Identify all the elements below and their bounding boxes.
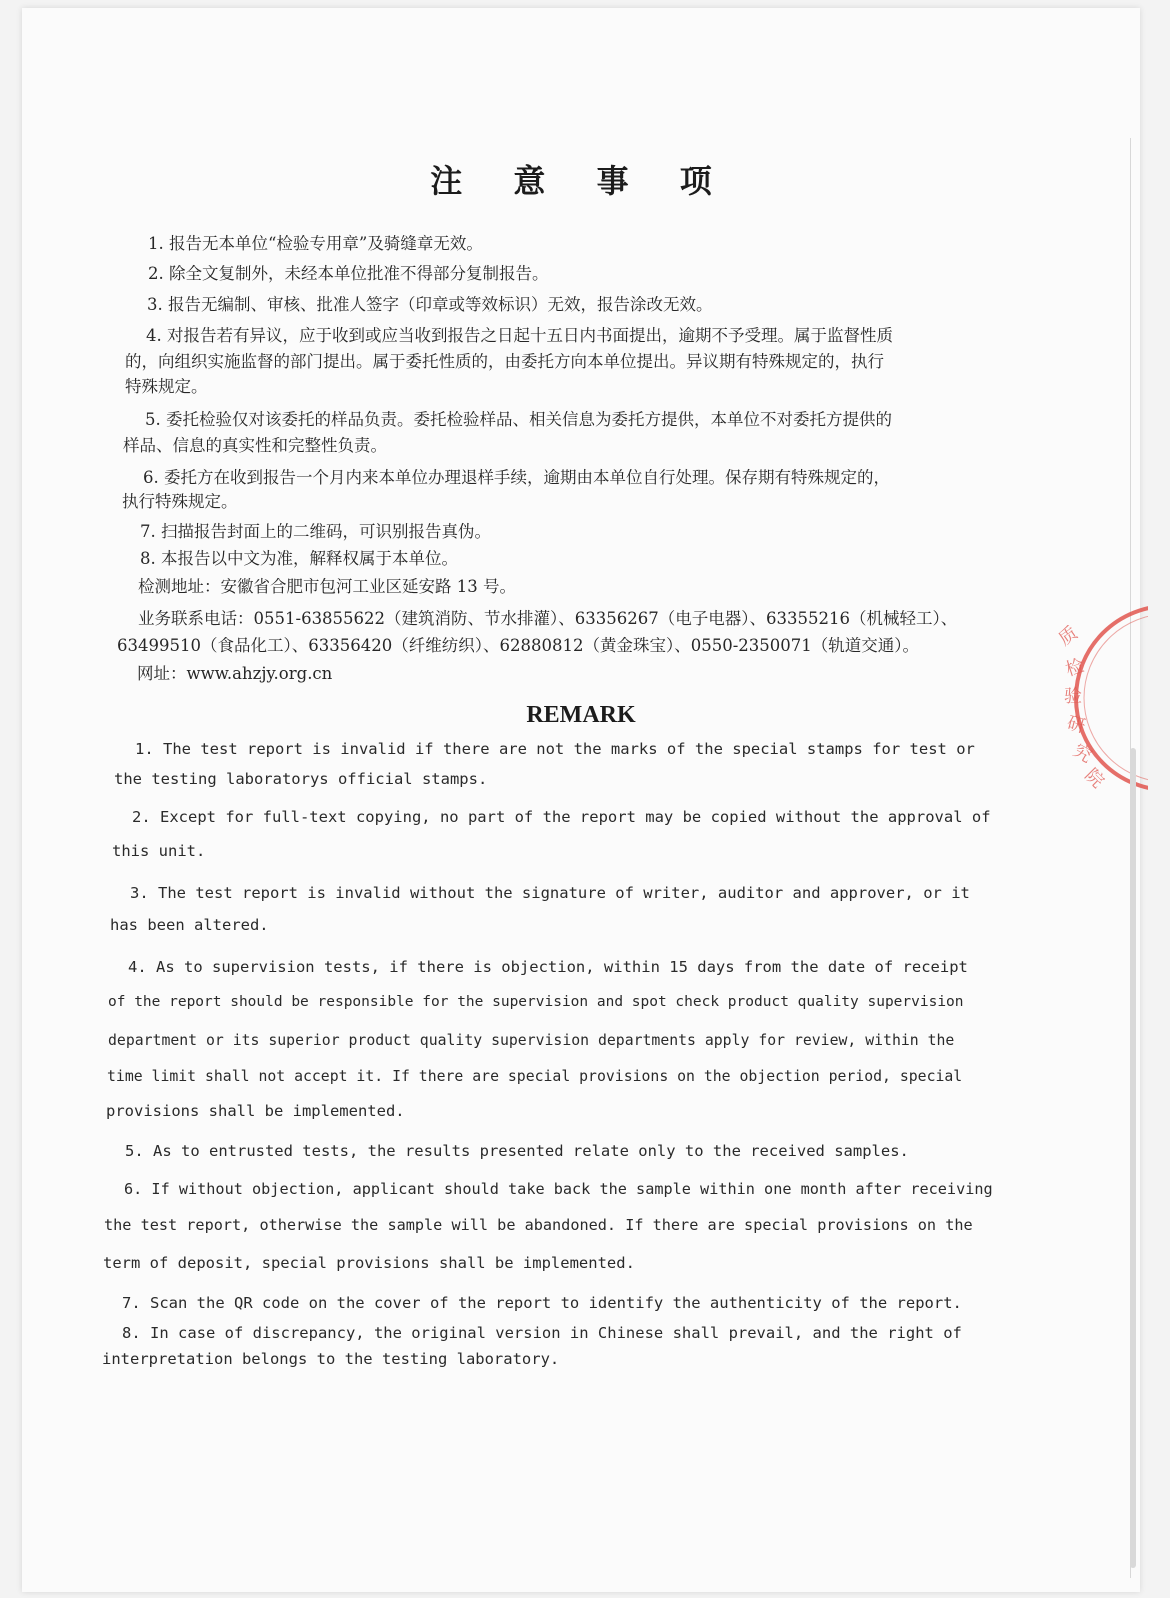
- notice-line: 3. 报告无编制、审核、批准人签字（印章或等效标识）无效，报告涂改无效。: [147, 295, 713, 314]
- remark-line: 4. As to supervision tests, if there is objection, within 15 days from the date of receipt: [128, 958, 968, 976]
- notice-line: 7. 扫描报告封面上的二维码，可识别报告真伪。: [140, 522, 491, 541]
- remark-line: interpretation belongs to the testing laboratory.: [102, 1350, 560, 1368]
- notice-line: 4. 对报告若有异议，应于收到或应当收到报告之日起十五日内书面提出，逾期不予受理。属于监督性质: [146, 326, 893, 345]
- notice-phone: 业务联系电话：0551-63855622（建筑消防、节水排灌）、63356267（电子电器）、63355216（机械轻工）、: [138, 609, 958, 628]
- remark-line: this unit.: [112, 842, 206, 860]
- document-page: [22, 8, 1140, 1592]
- page-stack-edge: [1130, 748, 1136, 1568]
- remark-title: REMARK: [526, 702, 636, 728]
- notice-line: 2. 除全文复制外，未经本单位批准不得部分复制报告。: [148, 264, 549, 283]
- remark-line: 5. As to entrusted tests, the results presented relate only to the received samples.: [125, 1142, 909, 1160]
- svg-text:院: 院: [1080, 764, 1109, 793]
- svg-text:检: 检: [1063, 655, 1087, 681]
- remark-line: department or its superior product quality supervision departments apply for review, within the: [108, 1032, 955, 1049]
- remark-line: the test report, otherwise the sample will be abandoned. If there are special provisions on the: [104, 1216, 973, 1234]
- remark-line: 8. In case of discrepancy, the original version in Chinese shall prevail, and the right of: [122, 1324, 962, 1342]
- svg-text:研: 研: [1064, 712, 1088, 738]
- remark-line: term of deposit, special provisions shall be implemented.: [103, 1254, 635, 1272]
- remark-line: 2. Except for full-text copying, no part of the report may be copied without the approval of: [132, 808, 991, 826]
- remark-line: 3. The test report is invalid without the signature of writer, auditor and approver, or it: [130, 884, 970, 902]
- remark-line: of the report should be responsible for the supervision and spot check product quality supervision: [108, 994, 964, 1010]
- svg-text:质: 质: [1054, 622, 1082, 651]
- notice-line: 特殊规定。: [125, 377, 208, 396]
- notice-address: 检测地址：安徽省合肥市包河工业区延安路 13 号。: [138, 577, 516, 596]
- notice-line: 5. 委托检验仅对该委托的样品负责。委托检验样品、相关信息为委托方提供，本单位不对委托方提供的: [145, 410, 892, 429]
- notice-phone: 63499510（食品化工）、63356420（纤维纺织）、62880812（黄金珠宝）、0550-2350071（轨道交通）。: [117, 636, 919, 655]
- remark-line: time limit shall not accept it. If there are special provisions on the objection period, special: [107, 1068, 963, 1085]
- remark-line: the testing laboratorys official stamps.: [114, 770, 488, 788]
- notice-line: 6. 委托方在收到报告一个月内来本单位办理退样手续，逾期由本单位自行处理。保存期有特殊规定的，: [143, 468, 890, 487]
- remark-line: provisions shall be implemented.: [106, 1102, 405, 1120]
- remark-line: 6. If without objection, applicant should take back the sample within one month after receiving: [124, 1180, 993, 1198]
- notice-line: 执行特殊规定。: [122, 492, 238, 511]
- notice-line: 8. 本报告以中文为准，解释权属于本单位。: [140, 549, 458, 568]
- remark-line: has been altered.: [110, 916, 269, 934]
- svg-text:究: 究: [1069, 740, 1096, 768]
- notice-line: 1. 报告无本单位“检验专用章”及骑缝章无效。: [148, 234, 483, 253]
- notice-title: 注 意 事 项: [430, 162, 732, 200]
- notice-website: 网址：www.ahzjy.org.cn: [137, 664, 333, 683]
- remark-line: 1. The test report is invalid if there are not the marks of the special stamps for test or: [135, 740, 975, 758]
- notice-line: 的，向组织实施监督的部门提出。属于委托性质的，由委托方向本单位提出。异议期有特殊规定的，执行: [125, 352, 884, 371]
- notice-line: 样品、信息的真实性和完整性负责。: [123, 436, 387, 455]
- remark-line: 7. Scan the QR code on the cover of the report to identify the authenticity of the report.: [122, 1294, 962, 1312]
- svg-text:验: 验: [1064, 686, 1082, 707]
